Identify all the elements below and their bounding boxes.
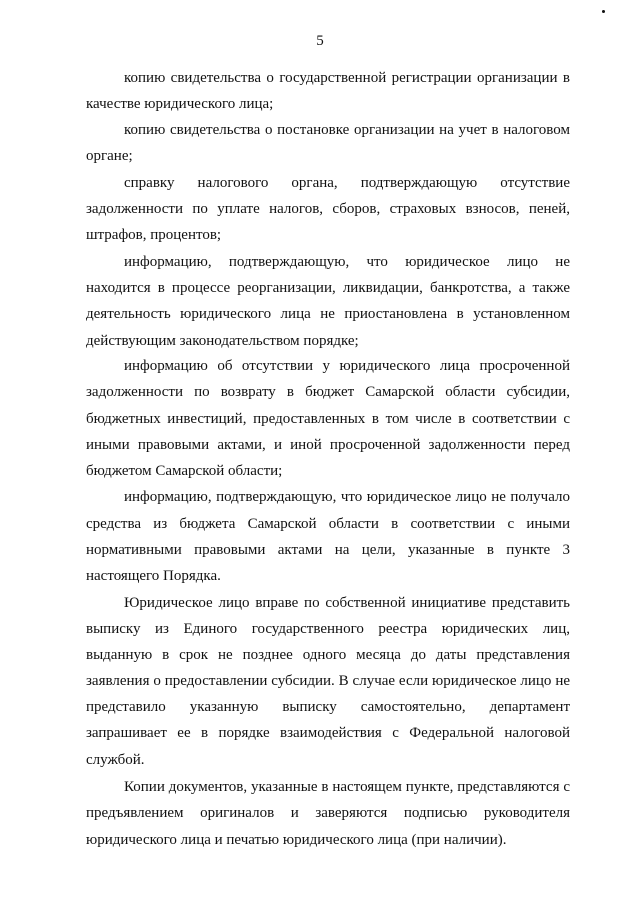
text-line: выписку из Единого государственного реестра юридических лиц,: [86, 621, 570, 637]
text-line: заявления о предоставлении субсидии. В случае если юридическое лицо не: [86, 673, 570, 689]
text-line: штрафов, процентов;: [86, 227, 222, 243]
text-line: копию свидетельства о постановке организации на учет в налоговом: [124, 122, 570, 138]
text-line: находится в процессе реорганизации, ликвидации, банкротства, а также: [86, 280, 570, 296]
text-line: качестве юридического лица;: [86, 96, 274, 112]
text-line: предъявлением оригиналов и заверяются подписью руководителя: [86, 805, 570, 821]
page-number: 5: [316, 33, 324, 49]
text-line: Копии документов, указанные в настоящем пункте, представляются с: [124, 779, 570, 795]
text-line: службой.: [86, 752, 145, 768]
text-line: настоящего Порядка.: [86, 568, 221, 584]
text-line: бюджетных инвестиций, предоставленных в том числе в соответствии с: [86, 411, 570, 427]
text-line: информацию об отсутствии у юридического лица просроченной: [124, 358, 570, 374]
text-line: органе;: [86, 148, 133, 164]
text-line: Юридическое лицо вправе по собственной инициативе представить: [124, 595, 570, 611]
text-line: нормативными правовыми актами на цели, указанные в пункте 3: [86, 542, 570, 558]
text-line: выданную в срок не позднее одного месяца до даты представления: [86, 647, 570, 663]
text-line: задолженности по возврату в бюджет Самарской области субсидии,: [86, 384, 570, 400]
text-line: бюджетом Самарской области;: [86, 463, 283, 479]
text-line: задолженности по уплате налогов, сборов, страховых взносов, пеней,: [86, 201, 570, 217]
text-line: иными правовыми актами, и иной просроченной задолженности перед: [86, 437, 570, 453]
text-line: копию свидетельства о государственной регистрации организации в: [124, 70, 570, 86]
text-line: информацию, подтверждающую, что юридическое лицо не получало: [124, 489, 570, 505]
text-line: справку налогового органа, подтверждающую отсутствие: [124, 175, 570, 191]
scan-speck: [602, 10, 605, 13]
text-line: юридического лица и печатью юридического лица (при наличии).: [86, 832, 507, 848]
text-line: действующим законодательством порядке;: [86, 333, 359, 349]
text-line: деятельность юридического лица не приостановлена в установленном: [86, 306, 570, 322]
text-line: информацию, подтверждающую, что юридическое лицо не: [124, 254, 570, 270]
text-line: представило указанную выписку самостоятельно, департамент: [86, 699, 570, 715]
text-line: запрашивает ее в порядке взаимодействия с Федеральной налоговой: [86, 725, 570, 741]
text-line: средства из бюджета Самарской области в соответствии с иными: [86, 516, 570, 532]
